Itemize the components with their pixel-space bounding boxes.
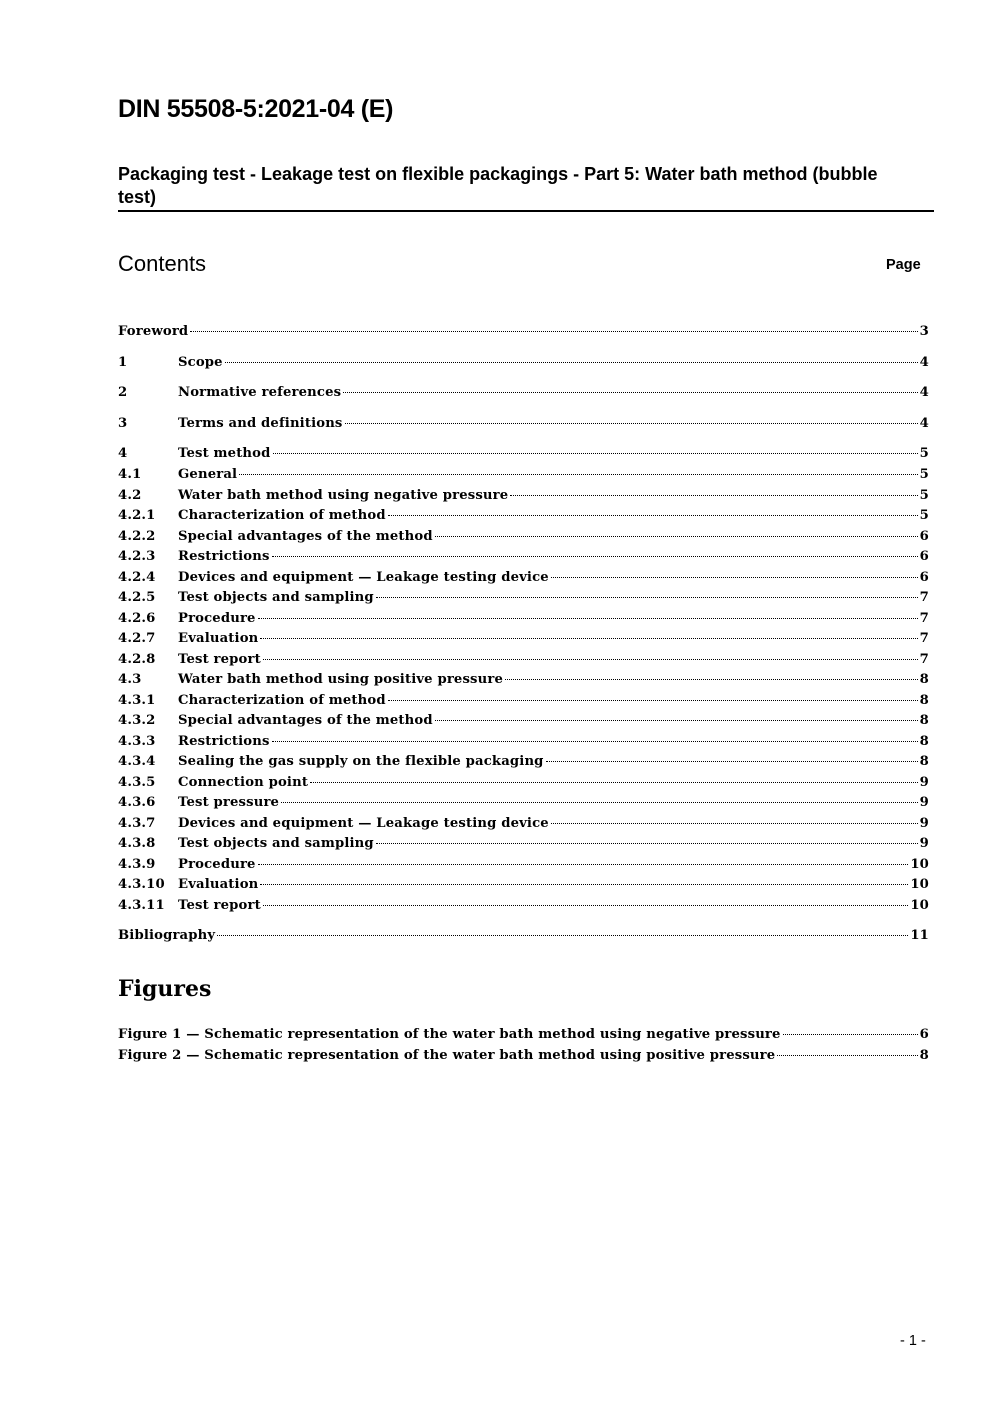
toc-entry-page: 11 — [910, 928, 929, 943]
toc-entry[interactable] — [118, 609, 929, 629]
toc-entry[interactable] — [118, 486, 929, 506]
toc-entry-title: Test objects and sampling — [178, 590, 374, 605]
toc-entry-title: Special advantages of the method — [178, 529, 433, 544]
toc-entry[interactable] — [118, 875, 929, 895]
dot-leader — [510, 494, 917, 496]
toc-entry-page: 5 — [919, 488, 929, 503]
dot-leader — [546, 760, 918, 762]
toc-entry[interactable] — [118, 650, 929, 670]
toc-entry-title: Terms and definitions — [178, 416, 343, 431]
document-title: Packaging test - Leakage test on flexible packagings - Part 5: Water bath method (bubble test) — [118, 164, 878, 207]
toc-entry-title: Test pressure — [178, 795, 280, 810]
toc-entry-title: Test report — [178, 652, 261, 667]
dot-leader — [272, 740, 918, 742]
toc-entry-title: Foreword — [118, 324, 189, 339]
dot-leader — [272, 555, 918, 557]
toc-entry-page: 6 — [919, 549, 929, 564]
toc-entry-number: 4.3.9 — [118, 857, 156, 872]
toc-entry-title: Test objects and sampling — [178, 836, 374, 851]
toc-entry-title: Characterization of method — [178, 693, 386, 708]
toc-entry-number: 4.3.2 — [118, 713, 156, 728]
dot-leader — [345, 422, 918, 424]
toc-entry-page: 8 — [919, 1048, 929, 1063]
dot-leader — [310, 781, 918, 783]
title-divider — [118, 210, 934, 212]
toc-entry-page: 7 — [919, 631, 929, 646]
page-column-label: Page — [886, 257, 921, 273]
toc-entry-page: 10 — [910, 898, 929, 913]
toc-entry-number: 4.3 — [118, 672, 142, 687]
toc-entry-number: 4.2.1 — [118, 508, 156, 523]
toc-entry-number: 4.3.6 — [118, 795, 156, 810]
toc-entry-title: Sealing the gas supply on the flexible packaging — [178, 754, 544, 769]
toc-entry-title: Procedure — [178, 611, 256, 626]
toc-entry-title: General — [178, 467, 238, 482]
toc-entry-page: 10 — [910, 857, 929, 872]
dot-leader — [388, 699, 918, 701]
toc-entry-title: Procedure — [178, 857, 256, 872]
toc-entry-title: Characterization of method — [178, 508, 386, 523]
toc-entry[interactable] — [118, 629, 929, 649]
toc-entry-title: Figure 1 — Schematic representation of the water bath method using negative pressure — [118, 1027, 781, 1042]
figure-list-entry[interactable] — [118, 1025, 929, 1045]
toc-entry-number: 4.3.11 — [118, 898, 165, 913]
toc-entry[interactable] — [118, 773, 929, 793]
dot-leader — [281, 801, 918, 803]
toc-entry-page: 9 — [919, 836, 929, 851]
toc-entry-number: 1 — [118, 355, 128, 370]
toc-entry-number: 4.2 — [118, 488, 142, 503]
toc-entry[interactable] — [118, 691, 929, 711]
toc-entry-page: 5 — [919, 508, 929, 523]
toc-entry-title: Special advantages of the method — [178, 713, 433, 728]
toc-entry-page: 8 — [919, 734, 929, 749]
dot-leader — [263, 904, 909, 906]
toc-entry-page: 7 — [919, 611, 929, 626]
toc-entry-page: 9 — [919, 795, 929, 810]
toc-entry-number: 4.2.2 — [118, 529, 156, 544]
toc-entry-page: 10 — [910, 877, 929, 892]
toc-entry-title: Evaluation — [178, 631, 259, 646]
toc-entry-title: Water bath method using negative pressure — [178, 488, 509, 503]
toc-entry-number: 3 — [118, 416, 128, 431]
toc-entry-title: Devices and equipment — Leakage testing device — [178, 570, 549, 585]
toc-entry-title: Devices and equipment — Leakage testing device — [178, 816, 549, 831]
toc-entry-page: 3 — [919, 324, 929, 339]
dot-leader — [225, 361, 918, 363]
dot-leader — [551, 576, 918, 578]
dot-leader — [551, 822, 918, 824]
page-number: - 1 - — [900, 1333, 926, 1349]
toc-entry[interactable] — [118, 465, 929, 485]
toc-entry[interactable] — [118, 814, 929, 834]
toc-entry-page: 4 — [919, 416, 929, 431]
dot-leader — [217, 934, 908, 936]
toc-entry-number: 2 — [118, 385, 128, 400]
dot-leader — [258, 863, 909, 865]
toc-entry-title: Scope — [178, 355, 223, 370]
toc-entry-title: Normative references — [178, 385, 342, 400]
toc-entry-title: Evaluation — [178, 877, 259, 892]
toc-entry[interactable] — [118, 568, 929, 588]
toc-entry[interactable] — [118, 322, 929, 342]
dot-leader — [376, 596, 918, 598]
toc-entry-number: 4.2.5 — [118, 590, 156, 605]
dot-leader — [343, 391, 917, 393]
toc-entry-page: 9 — [919, 816, 929, 831]
toc-entry-page: 6 — [919, 529, 929, 544]
toc-entry[interactable] — [118, 506, 929, 526]
dot-leader — [263, 658, 918, 660]
figures-heading: Figures — [118, 976, 212, 1002]
toc-entry[interactable] — [118, 732, 929, 752]
toc-entry-page: 5 — [919, 446, 929, 461]
dot-leader — [273, 452, 918, 454]
toc-entry-number: 4.2.8 — [118, 652, 156, 667]
toc-entry-number: 4.3.10 — [118, 877, 165, 892]
document-id: DIN 55508-5:2021-04 (E) — [118, 95, 394, 123]
toc-entry-page: 7 — [919, 590, 929, 605]
toc-entry[interactable] — [118, 353, 929, 373]
toc-entry[interactable] — [118, 670, 929, 690]
toc-entry-page: 8 — [919, 754, 929, 769]
toc-entry-page: 6 — [919, 570, 929, 585]
toc-entry[interactable] — [118, 855, 929, 875]
toc-entry-title: Test method — [178, 446, 271, 461]
toc-entry-page: 8 — [919, 672, 929, 687]
toc-entry[interactable] — [118, 926, 929, 946]
toc-entry-number: 4.1 — [118, 467, 142, 482]
dot-leader — [783, 1033, 918, 1035]
toc-entry-title: Restrictions — [178, 734, 270, 749]
toc-entry-page: 6 — [919, 1027, 929, 1042]
toc-entry-page: 9 — [919, 775, 929, 790]
toc-entry-title: Bibliography — [118, 928, 216, 943]
toc-entry-number: 4.2.7 — [118, 631, 156, 646]
toc-entry-number: 4.3.1 — [118, 693, 156, 708]
toc-entry-title: Water bath method using positive pressure — [178, 672, 503, 687]
toc-entry-number: 4.2.4 — [118, 570, 156, 585]
dot-leader — [777, 1054, 917, 1056]
toc-entry-page: 4 — [919, 385, 929, 400]
toc-entry[interactable] — [118, 834, 929, 854]
dot-leader — [435, 719, 918, 721]
dot-leader — [388, 514, 918, 516]
toc-entry-page: 8 — [919, 713, 929, 728]
figure-list-entry[interactable] — [118, 1046, 929, 1066]
dot-leader — [505, 678, 918, 680]
toc-entry-title: Test report — [178, 898, 261, 913]
toc-entry-page: 7 — [919, 652, 929, 667]
toc-entry[interactable] — [118, 444, 929, 464]
toc-entry-number: 4.3.4 — [118, 754, 156, 769]
dot-leader — [260, 637, 917, 639]
toc-entry[interactable] — [118, 547, 929, 567]
toc-entry-number: 4 — [118, 446, 128, 461]
toc-entry[interactable] — [118, 711, 929, 731]
toc-entry-page: 5 — [919, 467, 929, 482]
toc-entry[interactable] — [118, 527, 929, 547]
toc-entry[interactable] — [118, 414, 929, 434]
toc-entry-number: 4.3.8 — [118, 836, 156, 851]
toc-entry-title: Connection point — [178, 775, 309, 790]
toc-entry[interactable] — [118, 896, 929, 916]
toc-entry-page: 4 — [919, 355, 929, 370]
dot-leader — [258, 617, 918, 619]
toc-entry-title: Figure 2 — Schematic representation of the water bath method using positive pressure — [118, 1048, 776, 1063]
toc-entry-title: Restrictions — [178, 549, 270, 564]
dot-leader — [239, 473, 917, 475]
dot-leader — [190, 330, 917, 332]
toc-entry[interactable] — [118, 793, 929, 813]
toc-entry-number: 4.2.6 — [118, 611, 156, 626]
dot-leader — [376, 842, 918, 844]
toc-entry-number: 4.3.7 — [118, 816, 156, 831]
toc-entry[interactable] — [118, 588, 929, 608]
dot-leader — [435, 535, 918, 537]
toc-entry-page: 8 — [919, 693, 929, 708]
toc-entry-number: 4.3.5 — [118, 775, 156, 790]
toc-entry-number: 4.3.3 — [118, 734, 156, 749]
dot-leader — [260, 883, 908, 885]
toc-entry[interactable] — [118, 752, 929, 772]
contents-heading: Contents — [118, 251, 207, 276]
toc-entry[interactable] — [118, 383, 929, 403]
toc-entry-number: 4.2.3 — [118, 549, 156, 564]
